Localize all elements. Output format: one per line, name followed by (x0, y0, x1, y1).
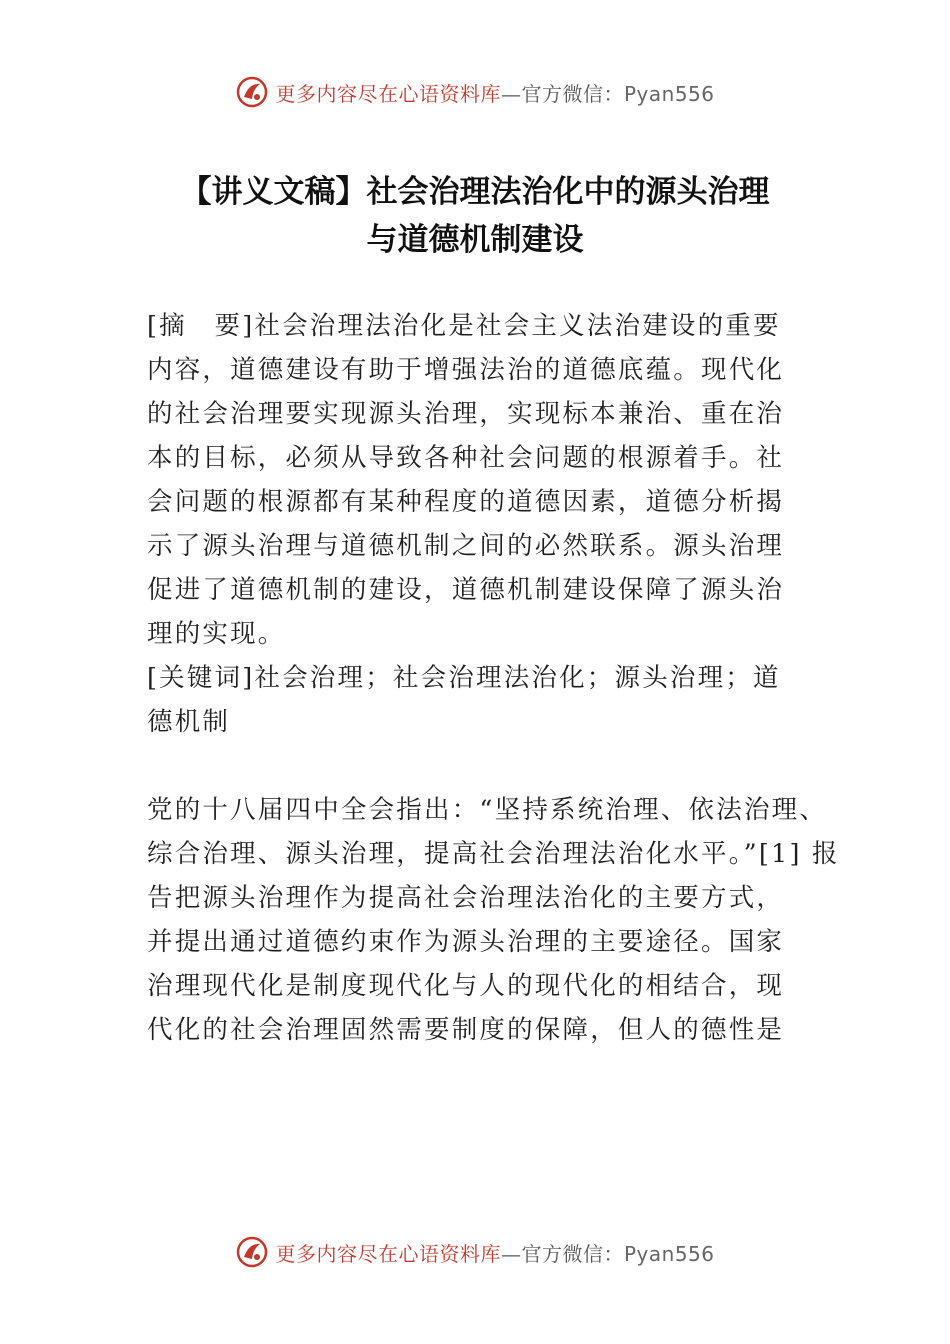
paragraph-spacer (147, 744, 807, 788)
abstract-paragraph: [摘 要]社会治理法治化是社会主义法治建设的重要内容，道德建设有助于增强法治的道德底蕴。现代化的社会治理要实现源头治理，实现标本兼治、重在治本的目标，必须从导致各种社会问题的根源着手。社会问题的根源都有某种程度的道德因素，道德分析揭示了源头治理与道德机制之间的必然联系。源头治理促进了道德机制的建设，道德机制建设保障了源头治理的实现。 (147, 311, 785, 649)
body-line-2: 综合治理、源头治理，提高社会治理法治化水平。”[1] 报 (147, 839, 840, 869)
footer-watermark (0, 1232, 950, 1272)
document-body (147, 304, 840, 1052)
body-line-1: 党的十八届四中全会指出：“坚持系统治理、依法治理、 (147, 795, 828, 825)
keywords-paragraph: [关键词]社会治理；社会治理法治化；源头治理；道德机制 (147, 663, 781, 737)
watermark-text: 更多内容尽在心语资料库—官方微信：Pyan556 (275, 81, 715, 106)
title-line-2: 与道德机制建设 (366, 222, 584, 258)
header-watermark (0, 72, 950, 112)
document-title (120, 168, 830, 264)
body-paragraph: 告把源头治理作为提高社会治理法治化的主要方式，并提出通过道德约束作为源头治理的主要途径。国家治理现代化是制度现代化与人的现代化的相结合，现代化的社会治理固然需要制度的保障，但人的德性是 (147, 883, 785, 1045)
title-line-1: 【讲义文稿】社会治理法治化中的源头治理 (180, 174, 770, 210)
brand-logo-icon (235, 1235, 269, 1269)
brand-logo-icon (235, 75, 269, 109)
watermark-text: 更多内容尽在心语资料库—官方微信：Pyan556 (275, 1241, 715, 1266)
